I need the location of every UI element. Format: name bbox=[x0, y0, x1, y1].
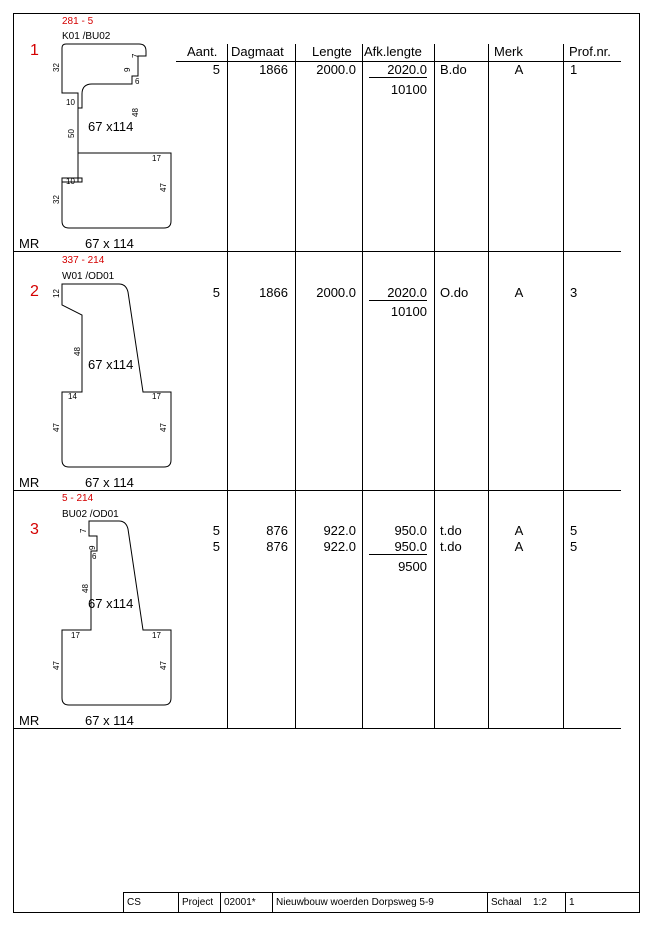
dim-label: 10 bbox=[66, 177, 75, 186]
item-number: 1 bbox=[30, 42, 39, 59]
footer-project-label: Project bbox=[179, 893, 221, 913]
cell-code: t.do bbox=[440, 539, 462, 554]
profile-code: K01 /BU02 bbox=[62, 31, 111, 42]
cell-aant: 5 bbox=[212, 523, 220, 538]
header-lengte: Lengte bbox=[312, 44, 352, 59]
dim-label: 6 bbox=[135, 77, 140, 86]
dim-label: 10 bbox=[66, 98, 75, 107]
dim-label: 17 bbox=[152, 392, 161, 401]
dim-label: 47 bbox=[52, 423, 61, 432]
footer-scale: 1:2 bbox=[530, 893, 566, 913]
mr-label: MR bbox=[19, 713, 40, 728]
section-label: 67 x114 bbox=[88, 357, 134, 372]
header-afk-lengte: Afk.lengte bbox=[364, 44, 422, 59]
cell-prof-nr: 5 bbox=[570, 523, 578, 538]
dim-label: 6 bbox=[92, 552, 97, 561]
cell-afk-lengte: 2020.0 bbox=[369, 63, 427, 78]
dim-label: 12 bbox=[52, 289, 61, 298]
cell-afk-lengte: 950.0 bbox=[369, 540, 427, 555]
cell-prof-nr: 3 bbox=[570, 285, 578, 300]
cell-dagmaat: 876 bbox=[266, 523, 288, 538]
dim-label: 17 bbox=[152, 631, 161, 640]
footer-scale-label: Schaal bbox=[491, 897, 522, 908]
item-number: 3 bbox=[30, 521, 39, 538]
size-label: 67 x 114 bbox=[85, 236, 134, 251]
dim-label: 47 bbox=[52, 661, 61, 670]
item-code: 5 - 214 bbox=[62, 493, 94, 504]
footer-description: Nieuwbouw woerden Dorpsweg 5-9 bbox=[273, 893, 488, 913]
cell-merk: A bbox=[514, 539, 524, 554]
cell-lengte: 2000.0 bbox=[316, 62, 356, 77]
cell-merk: A bbox=[514, 62, 524, 77]
cell-aant: 5 bbox=[212, 285, 220, 300]
section-label: 67 x114 bbox=[88, 596, 134, 611]
cell-afk-lengte: 2020.0 bbox=[369, 286, 427, 301]
dim-label: 32 bbox=[52, 195, 61, 204]
cell-merk: A bbox=[514, 285, 524, 300]
cell-code: t.do bbox=[440, 523, 462, 538]
cell-total: 10100 bbox=[390, 82, 427, 97]
dim-label: 48 bbox=[73, 347, 82, 356]
dim-label: 50 bbox=[67, 129, 76, 138]
header-merk: Merk bbox=[494, 44, 523, 59]
dim-label: 48 bbox=[131, 108, 140, 117]
cell-dagmaat: 1866 bbox=[259, 285, 288, 300]
cell-total: 9500 bbox=[398, 559, 427, 574]
cell-prof-nr: 1 bbox=[570, 62, 578, 77]
dim-label: 7 bbox=[79, 528, 88, 533]
cell-afk-lengte: 950.0 bbox=[394, 523, 427, 538]
title-block bbox=[123, 892, 640, 913]
dim-label: 9 bbox=[123, 67, 132, 72]
cell-dagmaat: 1866 bbox=[259, 62, 288, 77]
size-label: 67 x 114 bbox=[85, 475, 134, 490]
item-number: 2 bbox=[30, 283, 39, 300]
dim-label: 47 bbox=[159, 661, 168, 670]
item-code: 281 - 5 bbox=[62, 16, 94, 27]
profile-code: BU02 /OD01 bbox=[62, 509, 119, 520]
dim-label: 14 bbox=[68, 392, 77, 401]
cell-aant: 5 bbox=[212, 539, 220, 554]
cell-aant: 5 bbox=[212, 62, 220, 77]
item-code: 337 - 214 bbox=[62, 255, 105, 266]
footer-project-number: 02001* bbox=[221, 893, 273, 913]
dim-label: 7 bbox=[131, 53, 140, 58]
dim-label: 17 bbox=[152, 154, 161, 163]
dim-label: 47 bbox=[159, 183, 168, 192]
footer-cs: CS bbox=[124, 893, 179, 913]
profile-code: W01 /OD01 bbox=[62, 271, 115, 282]
dim-label: 48 bbox=[81, 584, 90, 593]
dim-label: 17 bbox=[71, 631, 80, 640]
dim-label: 9 bbox=[88, 545, 97, 550]
header-dagmaat: Dagmaat bbox=[231, 44, 284, 59]
header-aant: Aant. bbox=[187, 44, 218, 59]
cell-lengte: 922.0 bbox=[323, 523, 356, 538]
footer-sheet: 1 bbox=[569, 897, 575, 908]
cell-lengte: 2000.0 bbox=[316, 285, 356, 300]
cell-total: 10100 bbox=[390, 304, 427, 319]
section-label: 67 x114 bbox=[88, 119, 134, 134]
cell-code: B.do bbox=[440, 62, 467, 77]
cell-code: O.do bbox=[440, 285, 469, 300]
dim-label: 47 bbox=[159, 423, 168, 432]
header-prof-nr: Prof.nr. bbox=[569, 44, 611, 59]
mr-label: MR bbox=[19, 236, 40, 251]
dim-label: 32 bbox=[52, 63, 61, 72]
cell-merk: A bbox=[514, 523, 524, 538]
cell-prof-nr: 5 bbox=[570, 539, 578, 554]
size-label: 67 x 114 bbox=[85, 713, 134, 728]
mr-label: MR bbox=[19, 475, 40, 490]
cell-lengte: 922.0 bbox=[323, 539, 356, 554]
cell-dagmaat: 876 bbox=[266, 539, 288, 554]
